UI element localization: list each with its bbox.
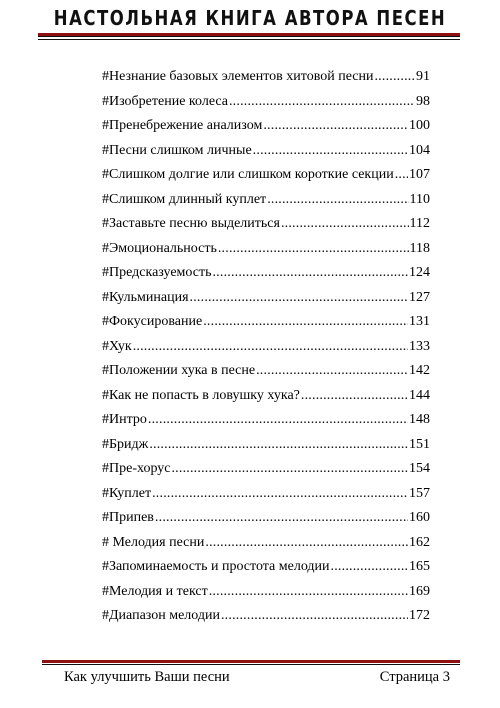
toc-leader-dots	[281, 212, 409, 237]
toc-entry-page: 98	[416, 93, 430, 109]
toc-entry-page: 144	[409, 387, 430, 403]
toc-entry-title: #Мелодия и текст	[102, 583, 208, 599]
toc-entry[interactable]	[102, 457, 430, 482]
header-divider-thin	[38, 39, 460, 40]
footer-page-number: Страница 3	[379, 669, 450, 685]
toc-entry[interactable]	[102, 359, 430, 384]
toc-entry[interactable]	[102, 188, 430, 213]
toc-entry-title: #Фокусирование	[102, 314, 203, 329]
toc-entry[interactable]	[102, 531, 430, 556]
toc-entry[interactable]	[102, 408, 430, 433]
toc-entry-page: 110	[409, 191, 430, 207]
toc-entry-title: #Куплет	[102, 485, 152, 501]
toc-entry-title: #Бридж	[102, 436, 149, 452]
toc-leader-dots	[155, 506, 408, 531]
toc-entry-page: 157	[409, 485, 430, 501]
toc-leader-dots	[256, 359, 408, 384]
toc-leader-dots	[190, 286, 408, 311]
toc-entry-title: #Заставьте песню выделиться	[102, 216, 280, 231]
toc-leader-dots	[203, 310, 408, 335]
toc-entry-page: 127	[409, 289, 430, 305]
toc-entry-page: 131	[409, 314, 430, 329]
toc-entry-page: 107	[409, 167, 430, 182]
toc-entry-page: 148	[409, 412, 430, 427]
toc-leader-dots	[133, 335, 408, 360]
toc-entry[interactable]	[102, 212, 430, 237]
footer-divider-thin	[42, 664, 460, 665]
toc-entry-page: 154	[409, 461, 430, 476]
toc-entry[interactable]	[102, 580, 430, 605]
toc-leader-dots	[331, 555, 408, 580]
footer-divider	[42, 660, 460, 663]
footer-book-name: Как улучшить Ваши песни	[64, 669, 230, 685]
toc-leader-dots	[374, 65, 415, 90]
toc-entry-title: #Незнание базовых элементов хитовой песни	[102, 69, 374, 84]
toc-entry-page: 160	[409, 510, 430, 525]
toc-entry-title: #Хук	[102, 338, 132, 354]
toc-entry[interactable]	[102, 139, 430, 164]
toc-entry-title: #Песни слишком личные	[102, 142, 252, 158]
toc-entry-title: #Пренебрежение анализом	[102, 118, 263, 133]
toc-entry-page: 172	[409, 608, 430, 623]
page-header	[0, 6, 500, 30]
toc-entry-page: 162	[409, 534, 430, 550]
toc-entry-title: #Эмоциональность	[102, 240, 217, 256]
toc-entry[interactable]	[102, 310, 430, 335]
toc-entry[interactable]	[102, 482, 430, 507]
book-title: НАСТОЛЬНАЯ КНИГА АВТОРА ПЕСЕН	[53, 6, 447, 30]
toc-entry-title: #Кульминация	[102, 289, 189, 305]
toc-leader-dots	[263, 114, 408, 139]
toc-entry-title: #Пре-хорус	[102, 461, 171, 476]
toc-entry-page: 169	[409, 583, 430, 599]
toc-entry[interactable]	[102, 65, 430, 90]
header-divider	[38, 33, 460, 37]
toc-entry-page: 112	[409, 216, 430, 231]
toc-entry[interactable]	[102, 114, 430, 139]
toc-entry[interactable]	[102, 604, 430, 629]
toc-entry-title: # Мелодия песни	[102, 534, 205, 550]
toc-entry-page: 118	[409, 240, 430, 256]
toc-entry-page: 165	[409, 559, 430, 574]
toc-entry-page: 151	[409, 436, 430, 452]
toc-leader-dots	[149, 433, 408, 458]
toc-entry[interactable]	[102, 261, 430, 286]
toc-leader-dots	[253, 139, 408, 164]
toc-leader-dots	[218, 237, 409, 262]
table-of-contents	[102, 65, 430, 629]
toc-entry-page: 133	[409, 338, 430, 354]
toc-entry-page: 124	[409, 265, 430, 280]
toc-entry-title: #Положении хука в песне	[102, 363, 256, 378]
toc-entry-title: #Припев	[102, 510, 154, 525]
toc-leader-dots	[152, 482, 408, 507]
toc-entry[interactable]	[102, 286, 430, 311]
toc-leader-dots	[301, 384, 408, 409]
toc-entry-title: #Запоминаемость и простота мелодии	[102, 559, 330, 574]
toc-leader-dots	[212, 261, 408, 286]
toc-leader-dots	[221, 604, 408, 629]
toc-entry-title: #Слишком длинный куплет	[102, 191, 267, 207]
toc-entry[interactable]	[102, 433, 430, 458]
toc-leader-dots	[209, 580, 408, 605]
toc-entry-page: 142	[409, 363, 430, 378]
toc-leader-dots	[229, 90, 415, 115]
toc-entry-title: #Изобретение колеса	[102, 93, 228, 109]
toc-leader-dots	[148, 408, 408, 433]
toc-entry[interactable]	[102, 90, 430, 115]
toc-entry[interactable]	[102, 335, 430, 360]
toc-leader-dots	[395, 163, 408, 188]
toc-entry-title: #Интро	[102, 412, 147, 427]
toc-entry[interactable]	[102, 163, 430, 188]
toc-entry-page: 104	[409, 142, 430, 158]
toc-leader-dots	[171, 457, 408, 482]
toc-entry-title: #Как не попасть в ловушку хука?	[102, 387, 300, 403]
toc-entry[interactable]	[102, 384, 430, 409]
toc-leader-dots	[205, 531, 408, 556]
toc-entry-title: #Диапазон мелодии	[102, 608, 220, 623]
toc-entry[interactable]	[102, 555, 430, 580]
toc-entry[interactable]	[102, 237, 430, 262]
toc-leader-dots	[267, 188, 408, 213]
toc-entry-title: #Слишком долгие или слишком короткие секции	[102, 167, 394, 182]
toc-entry-title: #Предсказуемость	[102, 265, 212, 280]
toc-entry-page: 91	[416, 69, 430, 84]
toc-entry[interactable]	[102, 506, 430, 531]
page-footer	[64, 667, 450, 687]
toc-entry-page: 100	[409, 118, 430, 133]
